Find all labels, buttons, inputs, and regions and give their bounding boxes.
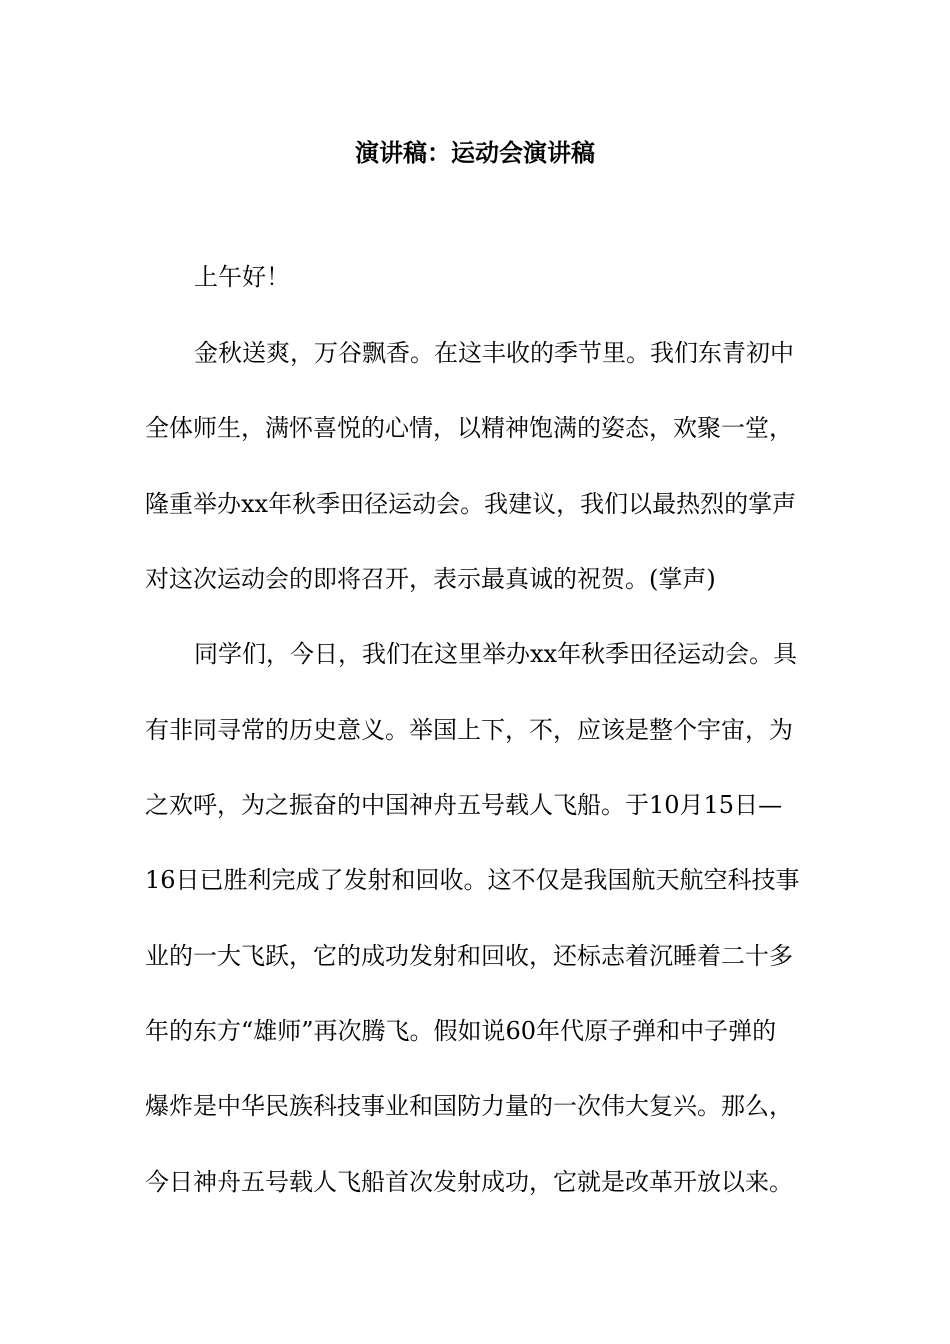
- paragraph-line: 金秋送爽，万谷飘香。在这丰收的季节里。我们东青初中: [194, 339, 794, 367]
- document-title: 演讲稿：运动会演讲稿: [355, 139, 595, 167]
- paragraph-line: 对这次运动会的即将召开，表示最真诚的祝贺。(掌声): [145, 565, 716, 593]
- paragraph-line: 今日神舟五号载人飞船首次发射成功，它就是改革开放以来。: [145, 1168, 793, 1196]
- paragraph-line: 业的一大飞跃，它的成功发射和回收，还标志着沉睡着二十多: [145, 942, 793, 970]
- paragraph-line: 全体师生，满怀喜悦的心情，以精神饱满的姿态，欢聚一堂，: [145, 414, 793, 442]
- paragraph-line: 爆炸是中华民族科技事业和国防力量的一次伟大复兴。那么，: [145, 1092, 793, 1120]
- paragraph-line: 同学们，今日，我们在这里举办xx年秋季田径运动会。具: [194, 640, 798, 668]
- paragraph-line: 有非同寻常的历史意义。举国上下，不，应该是整个宇宙，为: [145, 716, 793, 744]
- paragraph-line: 年的东方“雄师”再次腾飞。假如说60年代原子弹和中子弹的: [145, 1017, 777, 1045]
- paragraph-line: 16日已胜利完成了发射和回收。这不仅是我国航天航空科技事: [145, 866, 800, 894]
- paragraph-greeting: 上午好！: [194, 263, 290, 291]
- paragraph-line: 之欢呼，为之振奋的中国神舟五号载人飞船。于10月15日—: [145, 791, 783, 819]
- paragraph-line: 隆重举办xx年秋季田径运动会。我建议，我们以最热烈的掌声: [145, 490, 797, 518]
